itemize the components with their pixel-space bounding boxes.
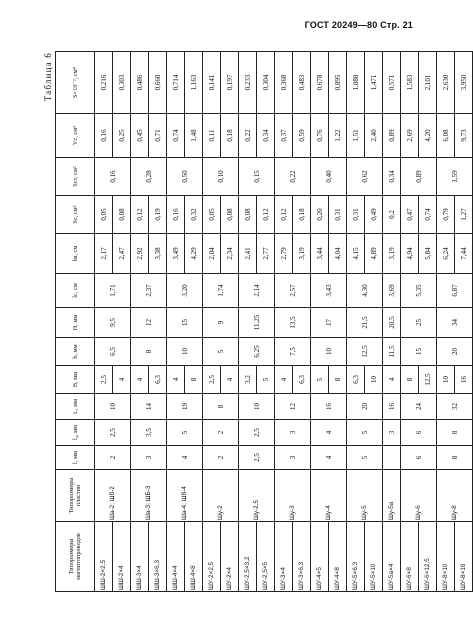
table-cell: Ша-4; Шб-4	[167, 470, 203, 522]
table-cell: 2,40	[365, 114, 383, 158]
table-cell: 0,714	[167, 52, 185, 114]
table-cell: 0,12	[131, 196, 149, 234]
table-cell: 5	[167, 420, 203, 446]
table-cell: 2,47	[113, 234, 131, 274]
table-cell: 6,3	[347, 366, 365, 394]
table-cell: 0,37	[275, 114, 293, 158]
column-header: B, мм	[56, 366, 95, 394]
table-cell: 5	[311, 366, 329, 394]
table-cell: 0,16	[167, 196, 185, 234]
table-cell: 4	[275, 366, 293, 394]
column-header: Типоразмеры пластин	[56, 470, 95, 522]
table-cell: 0,12	[257, 196, 275, 234]
table-cell: 4	[383, 366, 401, 394]
table-cell: 7,44	[455, 234, 473, 274]
table-cell: Шу-5а	[383, 470, 401, 522]
table-caption: Таблица 6	[43, 52, 53, 102]
table-cell: ШУ-5×6,3	[347, 522, 365, 592]
table-cell: 8	[329, 366, 347, 394]
table-cell: 0,571	[383, 52, 401, 114]
table-cell: 2,77	[257, 234, 275, 274]
table-cell: 4	[167, 446, 203, 470]
table-cell: 3,5	[131, 420, 167, 446]
table-cell: 6,24	[437, 234, 455, 274]
column-header: L, мм	[56, 394, 95, 420]
table-cell: 0,20	[311, 196, 329, 234]
table-cell: ШУ-6×12,5	[419, 522, 437, 592]
table-row	[95, 52, 113, 592]
table-cell: 6,87	[437, 274, 473, 308]
table-cell: 3,43	[311, 274, 347, 308]
table-cell: 8	[437, 420, 473, 446]
table-cell: Шу-2,5	[239, 470, 275, 522]
table-cell: 3	[131, 446, 167, 470]
table-cell: 16	[455, 366, 473, 394]
table-cell: 2,79	[275, 234, 293, 274]
table-cell: 0,15	[239, 158, 275, 196]
table-cell: 10	[239, 394, 275, 420]
table-cell: ШУ-2×4	[221, 522, 239, 592]
table-cell: 3,19	[293, 234, 311, 274]
table-cell: 0,16	[95, 158, 131, 196]
table-row	[275, 52, 293, 592]
table-cell: Шу-3	[275, 470, 311, 522]
table-cell: 5	[347, 446, 383, 470]
table-cell: 12,5	[419, 366, 437, 394]
table-row	[347, 52, 365, 592]
table-cell: 32	[437, 394, 473, 420]
table-cell: ШУ-2,5×5	[257, 522, 275, 592]
column-header: Типоразмеры магнитопроводов	[56, 522, 95, 592]
table-cell: 0,22	[239, 114, 257, 158]
table-cell: 2,17	[95, 234, 113, 274]
table-cell: ШШ-4×8	[185, 522, 203, 592]
table-cell: 2,92	[131, 234, 149, 274]
table-cell: 17	[311, 308, 347, 338]
table-cell: 0,34	[383, 158, 401, 196]
table-cell: 2	[203, 420, 239, 446]
table-cell: 5,35	[401, 274, 437, 308]
table-cell: Ша-3; ШБ-3	[131, 470, 167, 522]
table-cell: 0,303	[113, 52, 131, 114]
table-cell: 0,19	[149, 196, 167, 234]
column-header: Sст, см²	[56, 158, 95, 196]
table-cell: 4,15	[347, 234, 365, 274]
table-cell: 8	[401, 366, 419, 394]
table-cell: 0,76	[311, 114, 329, 158]
table-cell: 0,62	[347, 158, 383, 196]
table-cell: 16	[383, 394, 401, 420]
table-row	[401, 52, 419, 592]
table-cell: 0,2	[383, 196, 401, 234]
table-cell: 3	[383, 420, 401, 446]
table-cell: 7,5	[275, 338, 311, 366]
table-cell: 3	[275, 420, 311, 446]
table-cell: ШШ-2×4	[113, 522, 131, 592]
table-cell: Шу-2	[203, 470, 239, 522]
table-cell: ШУ-2×2,5	[203, 522, 221, 592]
table-cell: Ша-2; Шб-2	[95, 470, 131, 522]
table-cell: 0,08	[221, 196, 239, 234]
table-cell: 0,16	[95, 114, 113, 158]
table-cell: 2,5	[239, 446, 275, 470]
table-cell: ШУ-5×10	[365, 522, 383, 592]
table-cell: 6,5	[95, 338, 131, 366]
table-cell: 24	[401, 394, 437, 420]
table-cell: 2,5	[95, 366, 113, 394]
column-header: lм, см	[56, 234, 95, 274]
table-cell: ШУ-8×16	[455, 522, 473, 592]
table-cell: 12,5	[347, 338, 383, 366]
table-row	[437, 52, 455, 592]
table-cell: 1,583	[401, 52, 419, 114]
table-cell: 4	[131, 366, 149, 394]
table-cell: ШУ-2,5×3,2	[239, 522, 257, 592]
table-cell: 4	[167, 366, 185, 394]
table-cell: 0,28	[131, 158, 167, 196]
table-cell: 9,73	[455, 114, 473, 158]
table-cell: 0,12	[275, 196, 293, 234]
table-cell: 0,31	[347, 196, 365, 234]
table-cell: 2,5	[95, 420, 131, 446]
table-cell: 8	[185, 366, 203, 394]
table-cell: 0,79	[437, 196, 455, 234]
table-cell: 0,45	[131, 114, 149, 158]
table-row	[239, 52, 257, 592]
table-cell: 2,5	[203, 366, 221, 394]
table-cell: 2,04	[203, 234, 221, 274]
table-cell: 6	[401, 420, 437, 446]
table-cell: 20	[347, 394, 383, 420]
table-cell: 0,216	[95, 52, 113, 114]
table-cell: 6,08	[437, 114, 455, 158]
table-cell: 0,89	[401, 158, 437, 196]
table-cell: 10	[437, 366, 455, 394]
page-header: ГОСТ 20249—80 Стр. 21	[304, 20, 413, 30]
table-cell: 21,5	[347, 308, 383, 338]
table-cell: 3	[275, 446, 311, 470]
table-cell: 0,74	[167, 114, 185, 158]
table-cell: 0,05	[203, 196, 221, 234]
table-cell: 5	[203, 338, 239, 366]
table-cell: 0,74	[419, 196, 437, 234]
table-cell: 0,141	[203, 52, 221, 114]
column-header: b, мм	[56, 338, 95, 366]
table-cell: ШШ-3×6,3	[149, 522, 167, 592]
table-cell: 0,89	[383, 114, 401, 158]
table-cell: ШУ-3×4	[275, 522, 293, 592]
table-cell: 4	[311, 446, 347, 470]
table-cell: 0,660	[149, 52, 167, 114]
column-header: lc, см	[56, 274, 95, 308]
magnetic-core-table	[55, 51, 473, 592]
table-cell: 2	[203, 446, 239, 470]
table-cell: 0,233	[239, 52, 257, 114]
table-cell: 5	[347, 420, 383, 446]
table-cell: 11,25	[239, 308, 275, 338]
table-cell: 10	[167, 338, 203, 366]
table-cell: 34	[437, 308, 473, 338]
table-header-row	[56, 52, 95, 592]
column-header: Sc, см²	[56, 196, 95, 234]
table-cell: 11,5	[383, 338, 401, 366]
table-cell: 20,5	[383, 308, 401, 338]
table-cell: 2,37	[131, 274, 167, 308]
table-cell: 14	[131, 394, 167, 420]
table-cell: 0,678	[311, 52, 329, 114]
table-cell: 6,25	[239, 338, 275, 366]
table-cell: 10	[365, 366, 383, 394]
table-cell: 4	[311, 420, 347, 446]
table-cell: 0,22	[275, 158, 311, 196]
table-cell: 3,44	[311, 234, 329, 274]
table-cell: 0,304	[257, 52, 275, 114]
table-cell: 8	[203, 394, 239, 420]
table-cell: 0,31	[329, 196, 347, 234]
table-cell: 4	[113, 366, 131, 394]
table-cell: 1,471	[365, 52, 383, 114]
table-cell: 0,08	[113, 196, 131, 234]
column-header: Vc, см³	[56, 114, 95, 158]
table-cell: 1,51	[347, 114, 365, 158]
table-cell: 5	[257, 366, 275, 394]
table-cell: ШШ-4×4	[167, 522, 185, 592]
column-header: H, мм	[56, 308, 95, 338]
table-cell: 9	[203, 308, 239, 338]
table-cell: ШШ-2×2,5	[95, 522, 113, 592]
table-cell: 4,04	[329, 234, 347, 274]
table-cell: 4,89	[365, 234, 383, 274]
column-header: l₀, мм	[56, 420, 95, 446]
table-row	[203, 52, 221, 592]
table-row	[311, 52, 329, 592]
table-cell: 6	[401, 446, 437, 470]
table-cell: 0,71	[149, 114, 167, 158]
table-cell: ШУ-4×8	[329, 522, 347, 592]
table-cell: 2,14	[239, 274, 275, 308]
table-cell: 3,49	[167, 234, 185, 274]
table-cell: 2,630	[437, 52, 455, 114]
table-cell: 20	[437, 338, 473, 366]
table-cell: 25	[401, 308, 437, 338]
table-cell: Шу-6	[401, 470, 437, 522]
table-cell: ШШ-3×4	[131, 522, 149, 592]
table-cell: 0,59	[293, 114, 311, 158]
table-cell: 3,2	[239, 366, 257, 394]
table-cell: ШУ-3×6,3	[293, 522, 311, 592]
table-cell: 5,84	[419, 234, 437, 274]
table-cell: 0,197	[221, 52, 239, 114]
table-cell: 1,080	[347, 52, 365, 114]
table-cell: 10	[311, 338, 347, 366]
table-container	[41, 52, 468, 592]
table-cell: 19	[167, 394, 203, 420]
table-cell: 4,94	[401, 234, 419, 274]
table-cell: 0,49	[365, 196, 383, 234]
table-cell: 2,101	[419, 52, 437, 114]
table-cell: 0,483	[293, 52, 311, 114]
table-body	[95, 52, 473, 592]
table-cell: 0,11	[203, 114, 221, 158]
table-cell: 1,59	[437, 158, 473, 196]
table-cell: 13,5	[275, 308, 311, 338]
table-cell: 3,38	[149, 234, 167, 274]
table-cell: 0,895	[329, 52, 347, 114]
table-cell: 1,27	[455, 196, 473, 234]
table-cell: 10	[95, 394, 131, 420]
table-cell: 0,32	[185, 196, 203, 234]
table-cell: 2,57	[275, 274, 311, 308]
table-cell: 2,69	[401, 114, 419, 158]
table-cell: 0,18	[293, 196, 311, 234]
table-cell: 2,34	[221, 234, 239, 274]
table-cell: 12	[275, 394, 311, 420]
table-cell: 3,20	[167, 274, 203, 308]
column-header: S×10⁻², см⁴	[56, 52, 95, 114]
table-cell: 2,5	[239, 420, 275, 446]
table-cell: 4,30	[347, 274, 383, 308]
table-cell: 0,34	[257, 114, 275, 158]
table-cell: ШУ-8×10	[437, 522, 455, 592]
table-cell: 0,05	[95, 196, 113, 234]
table-cell: 1,74	[203, 274, 239, 308]
table-cell: 8	[437, 446, 473, 470]
table-cell: 3,950	[455, 52, 473, 114]
table-cell: Шу-5	[347, 470, 383, 522]
table-cell: 0,47	[401, 196, 419, 234]
table-cell: 3,69	[383, 274, 401, 308]
table-cell: 16	[311, 394, 347, 420]
table-cell	[383, 446, 401, 470]
table-cell: 1,163	[185, 52, 203, 114]
table-cell: 1,48	[185, 114, 203, 158]
table-cell: 3,19	[383, 234, 401, 274]
table-cell: 0,08	[239, 196, 257, 234]
table-cell: 4,20	[419, 114, 437, 158]
table-cell: 6,3	[149, 366, 167, 394]
column-header: l, мм	[56, 446, 95, 470]
table-cell: ШУ-4×5	[311, 522, 329, 592]
table-cell: ШУ-6×8	[401, 522, 419, 592]
table-cell: 0,486	[131, 52, 149, 114]
table-cell: 4,29	[185, 234, 203, 274]
table-cell: 1,71	[95, 274, 131, 308]
table-cell: 12	[131, 308, 167, 338]
table-cell: 0,40	[311, 158, 347, 196]
table-cell: ШУ-5а×4	[383, 522, 401, 592]
table-row	[383, 52, 401, 592]
table-row	[131, 52, 149, 592]
table-cell: 9,5	[95, 308, 131, 338]
table-cell: 4	[221, 366, 239, 394]
table-cell: 0,25	[113, 114, 131, 158]
table-cell: 0,368	[275, 52, 293, 114]
table-row	[167, 52, 185, 592]
table-cell: 8	[131, 338, 167, 366]
table-cell: 15	[167, 308, 203, 338]
table-cell: 15	[401, 338, 437, 366]
table-cell: 6,3	[293, 366, 311, 394]
table-cell: 2,41	[239, 234, 257, 274]
table-cell: Шу-8	[437, 470, 473, 522]
table-cell: 0,18	[221, 114, 239, 158]
table-cell: 0,10	[203, 158, 239, 196]
table-cell: 2	[95, 446, 131, 470]
table-cell: Шу-4	[311, 470, 347, 522]
table-cell: 0,50	[167, 158, 203, 196]
table-cell: 1,22	[329, 114, 347, 158]
